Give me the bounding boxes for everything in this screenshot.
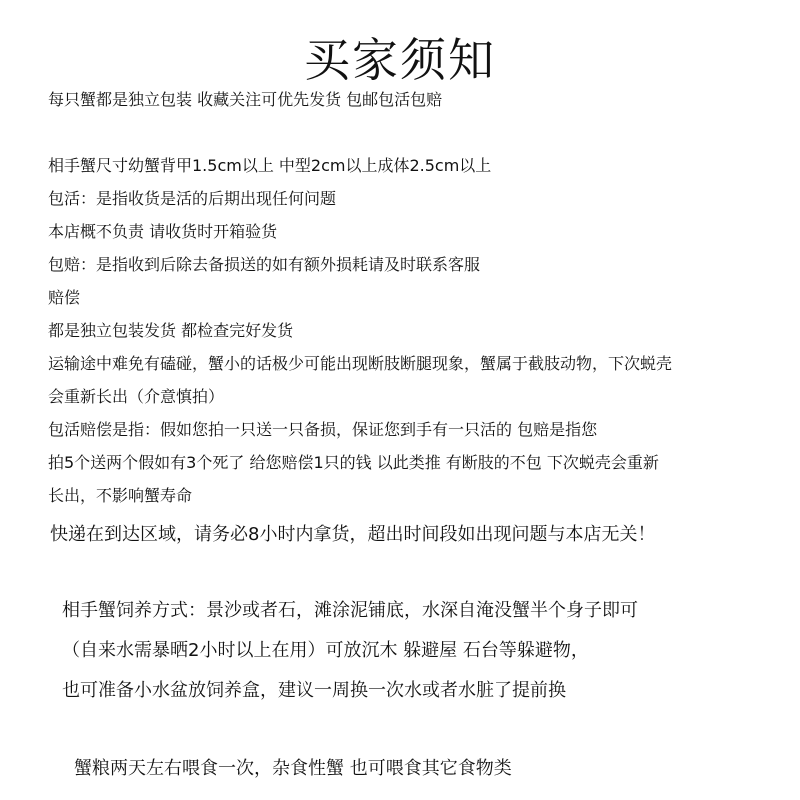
text-line-17: 蟹粮两天左右喂食一次，杂食性蟹 也可喂食其它食物类 [74,758,512,779]
text-line-2: 相手蟹尺寸幼蟹背甲1.5cm以上 中型2cm以上成体2.5cm以上 [48,156,492,175]
text-line-14: 相手蟹饲养方式：景沙或者石，滩涂泥铺底，水深自淹没蟹半个身子即可 [62,600,638,621]
page-title: 买家须知 [304,33,496,87]
text-line-9: 会重新长出（介意慎拍） [48,387,225,406]
text-line-15: （自来水需暴晒2小时以上在用）可放沉木 躲避屋 石台等躲避物， [62,640,589,661]
text-line-10: 包活赔偿是指：假如您拍一只送一只备损，保证您到手有一只活的 包赔是指您 [48,420,598,439]
text-line-3: 包活：是指收货是活的后期出现任何问题 [48,189,337,208]
text-line-6: 赔偿 [48,288,81,307]
text-line-7: 都是独立包装发货 都检查完好发货 [48,321,294,340]
text-line-4: 本店概不负责 请收货时开箱验货 [48,222,278,241]
text-line-16: 也可准备小水盆放饲养盒，建议一周换一次水或者水脏了提前换 [62,680,566,701]
text-line-8: 运输途中难免有磕碰，蟹小的话极少可能出现断肢断腿现象，蟹属于截肢动物，下次蜕壳 [48,354,673,373]
text-line-13: 快递在到达区域，请务必8小时内拿货，超出时间段如出现问题与本店无关！ [50,524,656,545]
text-line-1: 每只蟹都是独立包装 收藏关注可优先发货 包邮包活包赔 [48,90,443,109]
text-line-5: 包赔：是指收到后除去备损送的如有额外损耗请及时联系客服 [48,255,481,274]
text-line-12: 长出，不影响蟹寿命 [48,486,193,505]
text-line-11: 拍5个送两个假如有3个死了 给您赔偿1只的钱 以此类推 有断肢的不包 下次蜕壳会重新 [48,453,659,472]
